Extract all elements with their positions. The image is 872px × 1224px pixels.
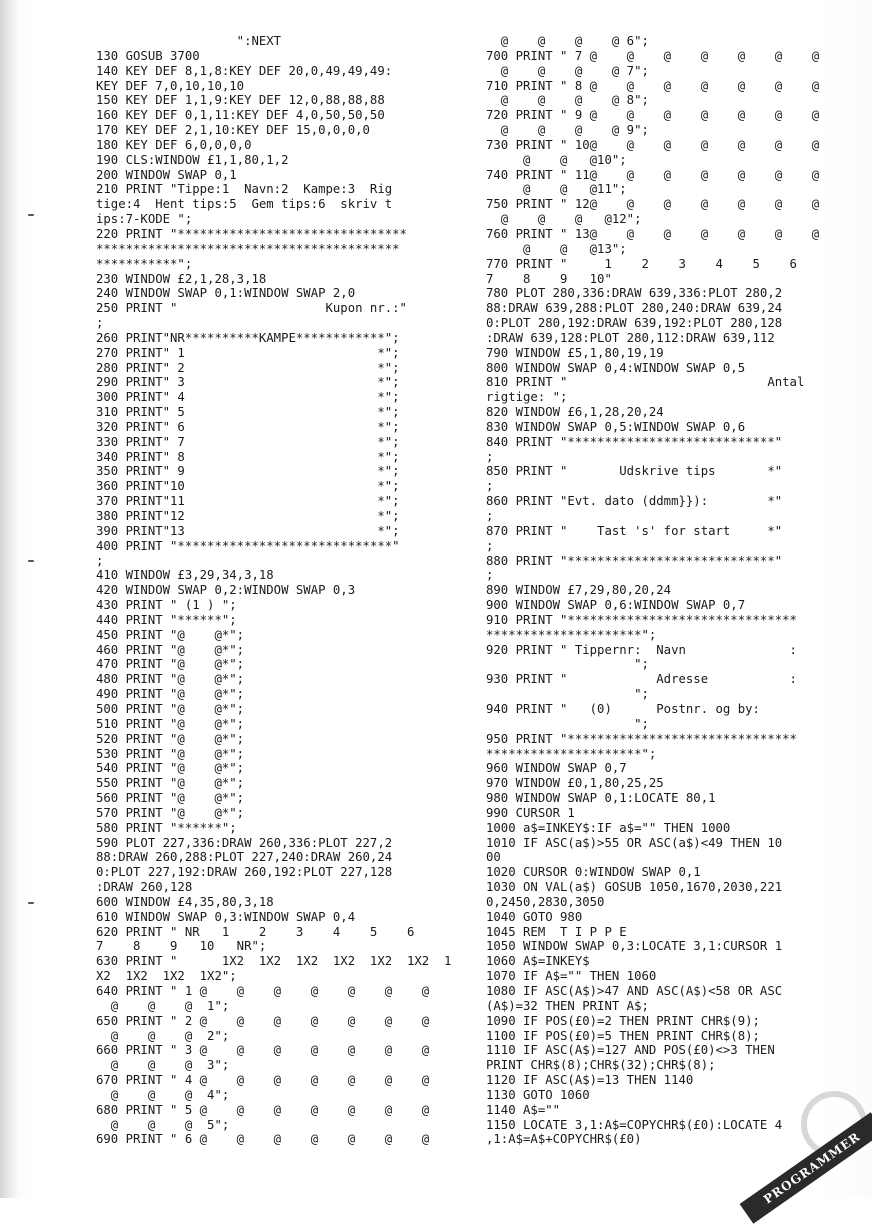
right-code-line: 920 PRINT " Tippernr: Navn : [486, 642, 797, 657]
left-code-line: 670 PRINT " 4 @ @ @ @ @ @ @ [96, 1073, 430, 1088]
right-code-line: 960 WINDOW SWAP 0,7 [486, 761, 627, 776]
right-code-line: 1130 GOTO 1060 [486, 1087, 590, 1102]
left-code-line: 150 KEY DEF 1,1,9:KEY DEF 12,0,88,88,88 [96, 93, 385, 108]
right-code-line: 970 WINDOW £0,1,80,25,25 [486, 776, 664, 791]
left-code-line: 660 PRINT " 3 @ @ @ @ @ @ @ [96, 1043, 430, 1058]
right-code-line: 7 8 9 10" [486, 271, 612, 286]
left-code-line: 170 KEY DEF 2,1,10:KEY DEF 15,0,0,0,0 [96, 123, 370, 138]
right-code-line: 840 PRINT "****************************" [486, 434, 783, 449]
right-code-line: ; [486, 509, 494, 523]
right-code-line: 1050 WINDOW SWAP 0,3:LOCATE 3,1:CURSOR 1 [486, 939, 783, 954]
right-code-line: @ @ @ @12"; [486, 212, 642, 227]
right-code-line: ; [486, 479, 494, 494]
left-code-line: 390 PRINT"13 *"; [96, 523, 400, 538]
right-code-line: 800 WINDOW SWAP 0,4:WINDOW SWAP 0,5 [486, 360, 746, 375]
left-code-line: 400 PRINT "*****************************" [96, 538, 400, 553]
right-code-line: 730 PRINT " 10@ @ @ @ @ @ @ [486, 137, 820, 152]
right-code-line: ; [486, 538, 494, 553]
left-code-line: 370 PRINT"11 *"; [96, 494, 400, 509]
left-code-line: 130 GOSUB 3700 [96, 48, 200, 63]
left-code-line: X2 1X2 1X2 1X2"; [96, 969, 237, 984]
left-code-line: 600 WINDOW £4,35,80,3,18 [96, 894, 274, 909]
right-code-line: ; [486, 449, 494, 464]
left-code-line: 350 PRINT" 9 *"; [96, 464, 400, 479]
programmer-corner-badge: PROGRAMMER [740, 1112, 872, 1223]
binding-mark [28, 902, 34, 904]
left-code-line: 530 PRINT "@ @*"; [96, 746, 245, 761]
left-code-line: 240 WINDOW SWAP 0,1:WINDOW SWAP 2,0 [96, 286, 356, 301]
left-code-line: 290 PRINT" 3 *"; [96, 375, 400, 390]
binding-mark [28, 560, 34, 562]
left-code-line: @ @ @ 1"; [96, 998, 230, 1013]
left-code-line: 620 PRINT " NR 1 2 3 4 5 6 [96, 924, 415, 939]
right-code-line: 950 PRINT "******************************* [486, 731, 797, 746]
left-code-line: 450 PRINT "@ @*"; [96, 627, 245, 642]
right-code-line: ; [486, 568, 494, 583]
left-code-line: 460 PRINT "@ @*"; [96, 642, 245, 657]
right-code-line: @ @ @11"; [486, 182, 627, 197]
right-code-line: 990 CURSOR 1 [486, 805, 575, 820]
left-code-line: 520 PRINT "@ @*"; [96, 731, 245, 746]
right-code-line: 1045 REM T I P P E [486, 924, 627, 939]
right-code-line: 0,2450,2830,3050 [486, 894, 605, 909]
binding-mark [28, 214, 34, 216]
right-code-line: *********************"; [486, 627, 657, 642]
left-code-line: @ @ @ 2"; [96, 1028, 230, 1043]
right-code-line: 780 PLOT 280,336:DRAW 639,336:PLOT 280,2 [486, 286, 783, 301]
left-code-line: :DRAW 260,128 [96, 880, 193, 895]
left-code-line: 640 PRINT " 1 @ @ @ @ @ @ @ [96, 984, 430, 998]
left-code-line: 490 PRINT "@ @*"; [96, 687, 245, 702]
right-code-line: 790 WINDOW £5,1,80,19,19 [486, 345, 664, 360]
left-code-line: 230 WINDOW £2,1,28,3,18 [96, 271, 267, 286]
left-code-line: 260 PRINT"NR**********KAMPE************"; [96, 330, 400, 345]
left-code-line: 280 PRINT" 2 *"; [96, 360, 400, 375]
right-code-line: 1120 IF ASC(A$)=13 THEN 1140 [486, 1073, 694, 1088]
right-code-line: 720 PRINT " 9 @ @ @ @ @ @ @ [486, 108, 820, 123]
right-code-line: PRINT CHR$(8);CHR$(32);CHR$(8); [486, 1058, 716, 1073]
left-code-line: ; [96, 553, 104, 568]
left-code-line: 140 KEY DEF 8,1,8:KEY DEF 20,0,49,49,49: [96, 63, 393, 78]
left-code-line: 680 PRINT " 5 @ @ @ @ @ @ @ [96, 1102, 430, 1117]
left-code-line: 430 PRINT " (1 ) "; [96, 598, 237, 613]
right-code-line: 830 WINDOW SWAP 0,5:WINDOW SWAP 0,6 [486, 419, 746, 434]
left-code-line: 7 8 9 10 NR"; [96, 939, 267, 954]
right-code-line: 88:DRAW 639,288:PLOT 280,240:DRAW 639,24 [486, 301, 783, 316]
left-code-line: 340 PRINT" 8 *"; [96, 449, 400, 464]
right-code-line: rigtige: "; [486, 390, 568, 405]
right-code-line: 1000 a$=INKEY$:IF a$="" THEN 1000 [486, 820, 731, 835]
right-code-line: 810 PRINT " Antal [486, 375, 805, 390]
right-code-line: 1140 A$="" [486, 1102, 561, 1117]
left-code-line: 570 PRINT "@ @*"; [96, 805, 245, 820]
left-code-line: 300 PRINT" 4 *"; [96, 390, 400, 405]
right-code-line: 750 PRINT " 12@ @ @ @ @ @ @ [486, 197, 820, 212]
left-code-line: 580 PRINT "******"; [96, 820, 237, 835]
right-code-line: 1040 GOTO 980 [486, 909, 583, 924]
left-code-line: 270 PRINT" 1 *"; [96, 345, 400, 360]
left-code-line: 540 PRINT "@ @*"; [96, 761, 245, 776]
left-code-line: 470 PRINT "@ @*"; [96, 657, 245, 672]
left-code-line: 190 CLS:WINDOW £1,1,80,1,2 [96, 152, 289, 167]
right-code-line: @ @ @13"; [486, 241, 627, 256]
right-code-line: ,1:A$=A$+COPYCHR$(£0) [486, 1132, 642, 1147]
right-code-line: 1110 IF ASC(A$)=127 AND POS(£0)<>3 THEN [486, 1043, 775, 1058]
left-code-line: 590 PLOT 227,336:DRAW 260,336:PLOT 227,2 [96, 835, 393, 850]
left-code-line: 310 PRINT" 5 *"; [96, 405, 400, 420]
left-code-line: ; [96, 316, 104, 331]
right-code-line: "; [486, 687, 649, 702]
left-code-line: @ @ @ 3"; [96, 1058, 230, 1073]
right-code-line: 1070 IF A$="" THEN 1060 [486, 969, 657, 984]
left-code-line: 200 WINDOW SWAP 0,1 [96, 167, 237, 182]
right-code-line: 0:PLOT 280,192:DRAW 639,192:PLOT 280,128 [486, 316, 783, 331]
right-code-line: "; [486, 716, 649, 731]
code-listing-right-column [486, 34, 848, 1147]
binding-edge [0, 0, 18, 1198]
left-code-line: 650 PRINT " 2 @ @ @ @ @ @ @ [96, 1013, 430, 1028]
right-code-line: 940 PRINT " (0) Postnr. og by: [486, 701, 760, 716]
left-code-line: 510 PRINT "@ @*"; [96, 716, 245, 731]
left-code-line: 180 KEY DEF 6,0,0,0,0 [96, 137, 252, 152]
right-code-line: 1080 IF ASC(A$)>47 AND ASC(A$)<58 OR ASC [486, 984, 783, 998]
left-code-line: 0:PLOT 227,192:DRAW 260,192:PLOT 227,128 [96, 865, 393, 880]
right-code-line: @ @ @10"; [486, 152, 627, 167]
right-code-line: 00 [486, 850, 501, 865]
right-code-line: 980 WINDOW SWAP 0,1:LOCATE 80,1 [486, 791, 716, 806]
right-code-line: 770 PRINT " 1 2 3 4 5 6 [486, 256, 797, 271]
right-code-line: 1060 A$=INKEY$ [486, 954, 590, 969]
left-code-line: 550 PRINT "@ @*"; [96, 776, 245, 791]
left-code-line: 210 PRINT "Tippe:1 Navn:2 Kampe:3 Rig [96, 182, 393, 197]
right-code-line: 740 PRINT " 11@ @ @ @ @ @ @ [486, 167, 820, 182]
left-code-line: 410 WINDOW £3,29,34,3,18 [96, 568, 274, 583]
right-code-line: 1020 CURSOR 0:WINDOW SWAP 0,1 [486, 865, 701, 880]
right-code-line: 1150 LOCATE 3,1:A$=COPYCHR$(£0):LOCATE 4 [486, 1117, 783, 1132]
left-code-line: @ @ @ 4"; [96, 1087, 230, 1102]
right-code-line: 890 WINDOW £7,29,80,20,24 [486, 583, 672, 598]
right-code-line: *********************"; [486, 746, 657, 761]
left-code-line: 320 PRINT" 6 *"; [96, 419, 400, 434]
left-code-line: 360 PRINT"10 *"; [96, 479, 400, 494]
left-code-line: KEY DEF 7,0,10,10,10 [96, 78, 245, 93]
right-code-line: 1090 IF POS(£0)=2 THEN PRINT CHR$(9); [486, 1013, 760, 1028]
right-code-line: 710 PRINT " 8 @ @ @ @ @ @ @ [486, 78, 820, 93]
left-code-line: 420 WINDOW SWAP 0,2:WINDOW SWAP 0,3 [96, 583, 356, 598]
left-code-line: 160 KEY DEF 0,1,11:KEY DEF 4,0,50,50,50 [96, 108, 385, 123]
left-code-line: ***************************************** [96, 241, 400, 256]
left-code-line: 560 PRINT "@ @*"; [96, 791, 245, 806]
right-code-line: 930 PRINT " Adresse : [486, 672, 797, 687]
left-code-line: tige:4 Hent tips:5 Gem tips:6 skriv t [96, 197, 393, 212]
right-code-line: 820 WINDOW £6,1,28,20,24 [486, 405, 664, 420]
left-code-line: ":NEXT [96, 34, 282, 48]
right-code-line: @ @ @ @ 7"; [486, 63, 649, 78]
left-code-line: 250 PRINT " Kupon nr.:" [96, 301, 407, 316]
right-code-line: 910 PRINT "******************************* [486, 612, 797, 627]
left-code-line: ips:7-KODE "; [96, 212, 193, 227]
left-code-line: @ @ @ 5"; [96, 1117, 230, 1132]
right-code-line: 870 PRINT " Tast 's' for start *" [486, 523, 783, 538]
right-code-line: 760 PRINT " 13@ @ @ @ @ @ @ [486, 226, 820, 241]
left-code-line: 330 PRINT" 7 *"; [96, 434, 400, 449]
right-code-line: @ @ @ @ 9"; [486, 123, 649, 138]
right-code-line: :DRAW 639,128:PLOT 280,112:DRAW 639,112 [486, 330, 775, 345]
left-code-line: 380 PRINT"12 *"; [96, 509, 400, 523]
right-code-line: 900 WINDOW SWAP 0,6:WINDOW SWAP 0,7 [486, 598, 746, 613]
right-code-line: 850 PRINT " Udskrive tips *" [486, 464, 783, 479]
right-code-line: (A$)=32 THEN PRINT A$; [486, 998, 649, 1013]
right-code-line: @ @ @ @ 8"; [486, 93, 649, 108]
right-code-line: "; [486, 657, 649, 672]
left-code-line: 690 PRINT " 6 @ @ @ @ @ @ @ [96, 1132, 430, 1147]
code-listing-left-column [96, 34, 456, 1147]
left-code-line: 610 WINDOW SWAP 0,3:WINDOW SWAP 0,4 [96, 909, 356, 924]
left-code-line: 220 PRINT "******************************* [96, 226, 407, 241]
right-code-line: 880 PRINT "****************************" [486, 553, 783, 568]
right-code-line: 860 PRINT "Evt. dato (ddmm}}): *" [486, 494, 783, 509]
right-code-line: @ @ @ @ 6"; [486, 34, 649, 48]
right-code-line: 1010 IF ASC(a$)>55 OR ASC(a$)<49 THEN 10 [486, 835, 783, 850]
left-code-line: 500 PRINT "@ @*"; [96, 701, 245, 716]
right-code-line: 700 PRINT " 7 @ @ @ @ @ @ @ [486, 48, 820, 63]
left-code-line: 480 PRINT "@ @*"; [96, 672, 245, 687]
right-code-line: 1030 ON VAL(a$) GOSUB 1050,1670,2030,221 [486, 880, 783, 895]
left-code-line: 440 PRINT "******"; [96, 612, 237, 627]
right-code-line: 1100 IF POS(£0)=5 THEN PRINT CHR$(8); [486, 1028, 760, 1043]
left-code-line: 88:DRAW 260,288:PLOT 227,240:DRAW 260,24 [96, 850, 393, 865]
left-code-line: 630 PRINT " 1X2 1X2 1X2 1X2 1X2 1X2 1 [96, 954, 452, 969]
left-code-line: ***********"; [96, 256, 193, 271]
